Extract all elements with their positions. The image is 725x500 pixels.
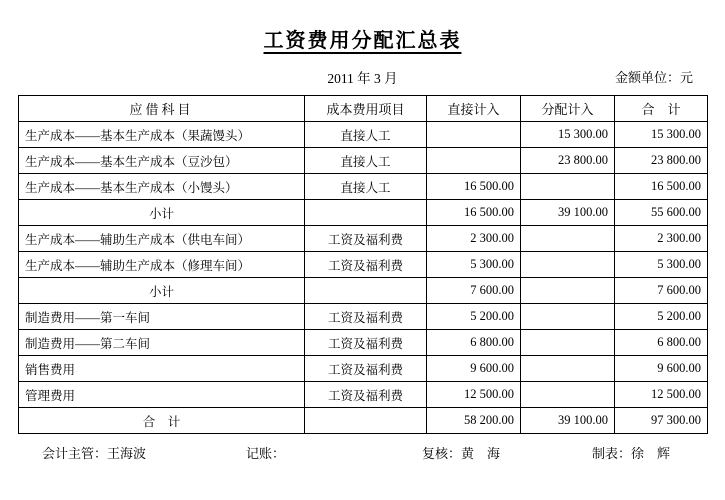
- signature-row: [18, 443, 707, 463]
- cell-subject: 生产成本——辅助生产成本（供电车间）: [19, 226, 305, 252]
- cell-item: 工资及福利费: [305, 304, 427, 330]
- cell-direct: 2 300.00: [427, 226, 521, 252]
- page-title: 工资费用分配汇总表: [263, 30, 462, 52]
- cell-item: 工资及福利费: [305, 226, 427, 252]
- cell-total: 5 300.00: [615, 252, 708, 278]
- cell-direct: 6 800.00: [427, 330, 521, 356]
- table-row: [19, 330, 708, 356]
- cell-total: 55 600.00: [615, 200, 708, 226]
- cell-allocated: [521, 330, 615, 356]
- period-label: 2011 年 3 月: [327, 71, 398, 86]
- cell-subject: 小计: [19, 200, 305, 226]
- table-header-row: [19, 96, 708, 122]
- cell-subject: 制造费用——第一车间: [19, 304, 305, 330]
- cell-allocated: 39 100.00: [521, 200, 615, 226]
- cell-direct: 5 300.00: [427, 252, 521, 278]
- cell-subject: 销售费用: [19, 356, 305, 382]
- cell-total: 23 800.00: [615, 148, 708, 174]
- cell-direct: [427, 148, 521, 174]
- column-header-allocated: 分配计入: [521, 96, 615, 122]
- table-row: [19, 226, 708, 252]
- table-row: [19, 278, 708, 304]
- cell-allocated: [521, 252, 615, 278]
- amount-unit-label: 金额单位：元: [614, 70, 693, 85]
- cell-item: 直接人工: [305, 148, 427, 174]
- cell-direct: 7 600.00: [427, 278, 521, 304]
- table-row: [19, 148, 708, 174]
- cell-total: 97 300.00: [615, 408, 708, 434]
- cell-item: 直接人工: [305, 174, 427, 200]
- table-row: [19, 382, 708, 408]
- cell-total: 2 300.00: [615, 226, 708, 252]
- cell-total: 6 800.00: [615, 330, 708, 356]
- cell-total: 7 600.00: [615, 278, 708, 304]
- table-row: [19, 200, 708, 226]
- cell-item: 工资及福利费: [305, 382, 427, 408]
- cell-direct: 58 200.00: [427, 408, 521, 434]
- preparer-label: 制表：徐 辉: [592, 446, 671, 461]
- cell-subject: 合 计: [19, 408, 305, 434]
- accounting-supervisor-label: 会计主管：王海波: [42, 446, 147, 461]
- cell-direct: 9 600.00: [427, 356, 521, 382]
- cell-item: 工资及福利费: [305, 330, 427, 356]
- cell-total: 16 500.00: [615, 174, 708, 200]
- cell-total: 12 500.00: [615, 382, 708, 408]
- cell-item: [305, 200, 427, 226]
- cell-allocated: [521, 174, 615, 200]
- cell-allocated: [521, 278, 615, 304]
- cell-subject: 管理费用: [19, 382, 305, 408]
- salary-allocation-table: [18, 95, 708, 434]
- table-row: [19, 408, 708, 434]
- table-row: [19, 356, 708, 382]
- column-header-item: 成本费用项目: [305, 96, 427, 122]
- cell-subject: 生产成本——辅助生产成本（修理车间）: [19, 252, 305, 278]
- reviewer-label: 复核：黄 海: [422, 446, 501, 461]
- cell-total: 15 300.00: [615, 122, 708, 148]
- cell-item: [305, 408, 427, 434]
- cell-allocated: [521, 304, 615, 330]
- cell-allocated: 23 800.00: [521, 148, 615, 174]
- table-row: [19, 304, 708, 330]
- column-header-subject: 应借科目: [19, 96, 305, 122]
- cell-allocated: [521, 356, 615, 382]
- cell-allocated: [521, 382, 615, 408]
- bookkeeper-label: 记账：: [246, 446, 286, 461]
- cell-item: [305, 278, 427, 304]
- cell-direct: 5 200.00: [427, 304, 521, 330]
- cell-subject: 生产成本——基本生产成本（小馒头）: [19, 174, 305, 200]
- cell-subject: 生产成本——基本生产成本（果蔬馒头）: [19, 122, 305, 148]
- cell-subject: 制造费用——第二车间: [19, 330, 305, 356]
- cell-direct: 12 500.00: [427, 382, 521, 408]
- table-row: [19, 122, 708, 148]
- cell-direct: [427, 122, 521, 148]
- table-row: [19, 252, 708, 278]
- subheader-line: [18, 67, 707, 93]
- column-header-total: 合 计: [615, 96, 708, 122]
- cell-direct: 16 500.00: [427, 174, 521, 200]
- cell-allocated: [521, 226, 615, 252]
- cell-subject: 小计: [19, 278, 305, 304]
- cell-total: 5 200.00: [615, 304, 708, 330]
- cell-allocated: 15 300.00: [521, 122, 615, 148]
- cell-total: 9 600.00: [615, 356, 708, 382]
- table-row: [19, 174, 708, 200]
- cell-item: 工资及福利费: [305, 356, 427, 382]
- cell-subject: 生产成本——基本生产成本（豆沙包）: [19, 148, 305, 174]
- cell-direct: 16 500.00: [427, 200, 521, 226]
- column-header-direct: 直接计入: [427, 96, 521, 122]
- cell-item: 直接人工: [305, 122, 427, 148]
- cell-item: 工资及福利费: [305, 252, 427, 278]
- cell-allocated: 39 100.00: [521, 408, 615, 434]
